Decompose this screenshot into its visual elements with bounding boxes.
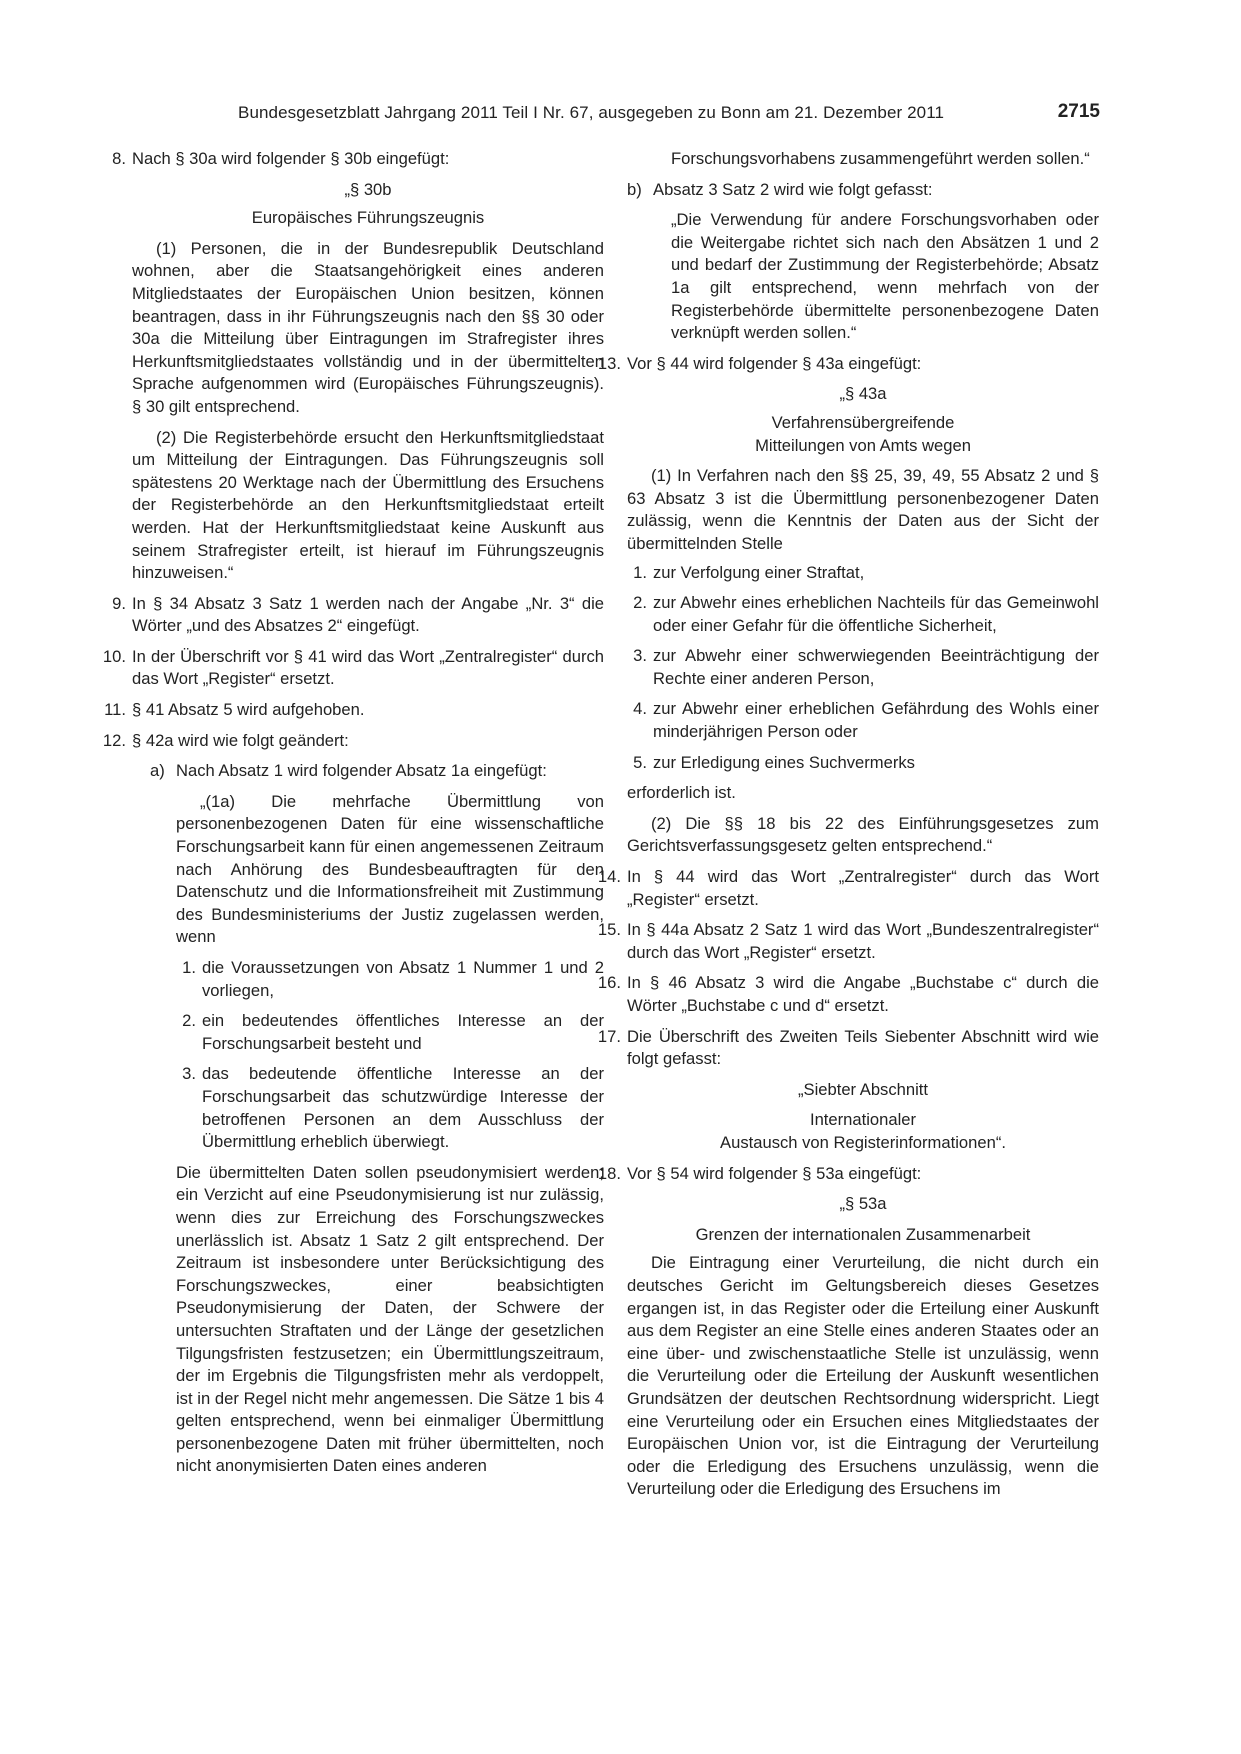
list-item-13 xyxy=(597,353,1099,376)
list-item-1a-3 xyxy=(176,1063,604,1153)
section-heading-7-2: Austausch von Registerinformationen“. xyxy=(720,1132,1006,1152)
list-item-12b xyxy=(627,179,1099,202)
section-title-43a: „§ 43a xyxy=(839,384,887,404)
item-text: In § 44 wird das Wort „Zentralregister“ durch das Wort „Register“ ersetzt. xyxy=(627,867,1099,909)
paragraph-30b-1: (1) Personen, die in der Bundesrepublik Deutschland wohnen, aber die Staatsangehörigkeit eines anderen Mitgliedstaates der Europäischen Union besitzen, können beantragen, dass in ihr Führungszeugnis nach den §§ 30 oder 30a die Mitteilung über Eintragungen im Strafregister ihres Herkunftsmitgliedstaates vollständig und in der übermittelten Sprache aufgenommen wird (Europäisches Führungszeugnis). § 30 gilt entsprechend. xyxy=(132,238,604,416)
item-text: In § 34 Absatz 3 Satz 1 werden nach der Angabe „Nr. 3“ die Wörter „und des Absatzes 2“ eingefügt. xyxy=(132,593,604,636)
list-item-16 xyxy=(597,972,1099,1017)
item-number: 1. xyxy=(182,958,196,977)
item-number: b) xyxy=(627,179,642,199)
left-column xyxy=(102,148,604,1478)
list-item-1a-2 xyxy=(176,1010,604,1055)
paragraph-43a-1: (1) In Verfahren nach den §§ 25, 39, 49, 55 Absatz 2 und § 63 Absatz 3 ist die Übermittlung personenbezogener Daten zulässig, wenn die Kenntnis der Daten aus der Sicht der übermittelnden Stelle xyxy=(627,466,1099,553)
list-item-15 xyxy=(597,919,1099,964)
right-column xyxy=(597,148,1099,1501)
list-item-43a-4 xyxy=(627,698,1099,743)
item-text: zur Abwehr eines erheblichen Nachteils für das Gemeinwohl oder einer Gefahr für die öffentliche Sicherheit, xyxy=(653,593,1099,635)
list-item-11 xyxy=(104,699,604,722)
list-item-14 xyxy=(597,866,1099,911)
item-text: die Voraussetzungen von Absatz 1 Nummer 1 und 2 vorliegen, xyxy=(202,958,604,1000)
section-heading-30b: Europäisches Führungszeugnis xyxy=(251,208,485,228)
page-header xyxy=(238,100,1100,126)
section-title-7: „Siebter Abschnitt xyxy=(797,1079,929,1099)
item-number: 12. xyxy=(102,730,126,750)
section-title-30b: „§ 30b xyxy=(344,179,392,199)
paragraph-1a-tail: Die übermittelten Daten sollen pseudonymisiert werden; ein Verzicht auf eine Pseudonymisierung ist nur zulässig, wenn dies zur Erreichung des Forschungszweckes unerlässlich ist. Absatz 1 Satz 2 gilt entsprechend. Der Zeitraum ist insbesondere unter Berücksichtigung des Forschungszweckes, einer beabsichtigten Pseudonymisierung der Daten, der Schwere der untersuchten Straftaten und der Länge der gesetzlichen Tilgungsfristen festzusetzen; ein Übermittlungszeitraum, der im Ergebnis die Tilgungsfristen mehr als verdoppelt, ist in der Regel nicht mehr angemessen. Die Sätze 1 bis 4 gelten entsprechend, wenn bei einmaliger Übermittlung personenbezogene Daten mit früher übermittelten, noch nicht anonymisierten Daten eines anderen xyxy=(176,1162,604,1476)
list-item-43a-3 xyxy=(627,645,1099,690)
list-item-9 xyxy=(112,593,604,638)
list-item-17 xyxy=(597,1026,1099,1071)
item-text: § 41 Absatz 5 wird aufgehoben. xyxy=(132,700,365,720)
list-item-10 xyxy=(102,646,604,691)
item-number: 13. xyxy=(597,353,621,373)
list-item-43a-1 xyxy=(627,562,1099,585)
item-number: a) xyxy=(150,761,165,781)
page-number: 2715 xyxy=(1057,101,1100,122)
item-text: Vor § 54 wird folgender § 53a eingefügt: xyxy=(627,1163,922,1183)
header-title: Bundesgesetzblatt Jahrgang 2011 Teil I Nr. 67, ausgegeben zu Bonn am 21. Dezember 2011 xyxy=(238,103,945,122)
list-item-12 xyxy=(102,730,604,753)
section-heading-53a: Grenzen der internationalen Zusammenarbeit xyxy=(695,1224,1031,1244)
item-number: 17. xyxy=(597,1026,621,1046)
item-text: ein bedeutendes öffentliches Interesse an der Forschungsarbeit besteht und xyxy=(202,1011,604,1053)
item-number: 3. xyxy=(633,646,647,666)
item-number: 14. xyxy=(597,867,621,887)
item-text: Vor § 44 wird folgender § 43a eingefügt: xyxy=(627,353,922,373)
list-item-43a-5 xyxy=(627,752,1099,775)
item-number: 15. xyxy=(597,920,621,940)
quote-12b: „Die Verwendung für andere Forschungsvorhaben oder die Weitergabe richtet sich nach den Absätzen 1 und 2 und bedarf der Zustimmung der Registerbehörde; Absatz 1a gilt entsprechend, wenn mehrfach von der Registerbehörde übermittelte personenbezogene Daten verknüpft werden sollen.“ xyxy=(671,210,1099,343)
paragraph-43a-tail: erforderlich ist. xyxy=(627,783,736,803)
item-number: 5. xyxy=(633,752,647,772)
item-number: 4. xyxy=(633,699,647,719)
item-text: In der Überschrift vor § 41 wird das Wort „Zentralregister“ durch das Wort „Register“ ersetzt. xyxy=(132,646,604,689)
section-heading-43a-2: Mitteilungen von Amts wegen xyxy=(755,435,971,455)
item-text: das bedeutende öffentliche Interesse an der Forschungsarbeit das schutzwürdige Interesse der betroffenen Personen an dem Ausschluss der Übermittlung erheblich überwiegt. xyxy=(202,1064,604,1152)
item-12a-body xyxy=(176,791,604,1154)
item-12-body xyxy=(150,760,604,1478)
list-item-8 xyxy=(112,148,604,171)
item-number: 9. xyxy=(112,593,126,613)
item-number: 2. xyxy=(633,593,647,613)
item-number: 2. xyxy=(182,1011,196,1031)
section-title-53a: „§ 53a xyxy=(839,1194,887,1214)
item-text: zur Abwehr einer erheblichen Gefährdung des Wohls einer minderjährigen Person oder xyxy=(653,699,1099,742)
item-text: zur Verfolgung einer Straftat, xyxy=(653,562,865,582)
item-number: 8. xyxy=(112,149,126,168)
list-item-1a-1 xyxy=(176,957,604,1002)
item-number: 1. xyxy=(633,562,647,582)
item-text: Die Überschrift des Zweiten Teils Siebenter Abschnitt wird wie folgt gefasst: xyxy=(627,1026,1099,1069)
item-text: Nach § 30a wird folgender § 30b eingefügt: xyxy=(132,149,450,168)
item-text: Nach Absatz 1 wird folgender Absatz 1a eingefügt: xyxy=(176,761,547,781)
continuation-text: Forschungsvorhabens zusammengeführt werden sollen.“ xyxy=(671,149,1090,168)
list-item-43a-2 xyxy=(627,592,1099,637)
item-text: Absatz 3 Satz 2 wird wie folgt gefasst: xyxy=(653,179,933,199)
paragraph-53a: Die Eintragung einer Verurteilung, die nicht durch ein deutsches Gericht im Geltungsbereich dieses Gesetzes ergangen ist, in das Register oder die Erteilung einer Auskunft aus dem Register an eine Stelle eines anderen Staates oder an eine über- und zwischenstaatliche Stelle ist unzulässig, wenn die Verurteilung oder die Erteilung der Auskunft wesentlichen Grundsätzen der deutschen Rechtsordnung widerspricht. Liegt eine Verurteilung oder ein Ersuchen eines Mitgliedstaates der Europäischen Union vor, ist die Eintragung der Verurteilung oder die Erledigung des Ersuchens unzulässig, wenn die Verurteilung oder die Erledigung des Ersuchens im xyxy=(627,1253,1099,1499)
paragraph-43a-2: (2) Die §§ 18 bis 22 des Einführungsgesetzes zum Gerichtsverfassungsgesetz gelten entsprechend.“ xyxy=(627,813,1099,856)
item-number: 10. xyxy=(102,646,126,666)
item-text: In § 46 Absatz 3 wird die Angabe „Buchstabe c“ durch die Wörter „Buchstabe c und d“ ersetzt. xyxy=(627,973,1099,1015)
item-text: In § 44a Absatz 2 Satz 1 wird das Wort „Bundeszentralregister“ durch das Wort „Register“ ersetzt. xyxy=(627,920,1099,962)
list-item-18 xyxy=(597,1163,1099,1186)
item-number: 18. xyxy=(597,1163,621,1183)
paragraph-30b-2: (2) Die Registerbehörde ersucht den Herkunftsmitgliedstaat um Mitteilung der Eintragungen. Das Führungszeugnis soll spätestens 20 Werktage nach der Übermittlung des Ersuchens der Registerbehörde an den Herkunftsmitgliedstaat erteilt werden. Hat der Herkunftsmitgliedstaat keine Auskunft aus seinem Strafregister erteilt, ist hierauf im Führungszeugnis hinzuweisen.“ xyxy=(132,427,604,583)
item-number: 3. xyxy=(182,1064,196,1084)
section-heading-43a-1: Verfahrensübergreifende xyxy=(771,412,955,432)
item-number: 11. xyxy=(104,700,126,720)
item-text: zur Erledigung eines Suchvermerks xyxy=(653,752,915,772)
section-heading-7-1: Internationaler xyxy=(809,1110,917,1130)
item-number: 16. xyxy=(597,973,621,993)
paragraph-1a: „(1a) Die mehrfache Übermittlung von personenbezogenen Daten für eine wissenschaftliche Forschungsarbeit kann für einen angemessenen Zeitraum nach Anhörung des Bundesbeauftragten für den Datenschutz und die Informationsfreiheit mit Zustimmung des Bundesministeriums der Justiz zugelassen werden, wenn xyxy=(176,791,604,947)
item-text: zur Abwehr einer schwerwiegenden Beeinträchtigung der Rechte einer anderen Person, xyxy=(653,646,1099,688)
list-item-12a xyxy=(150,760,604,783)
item-text: § 42a wird wie folgt geändert: xyxy=(132,730,349,750)
